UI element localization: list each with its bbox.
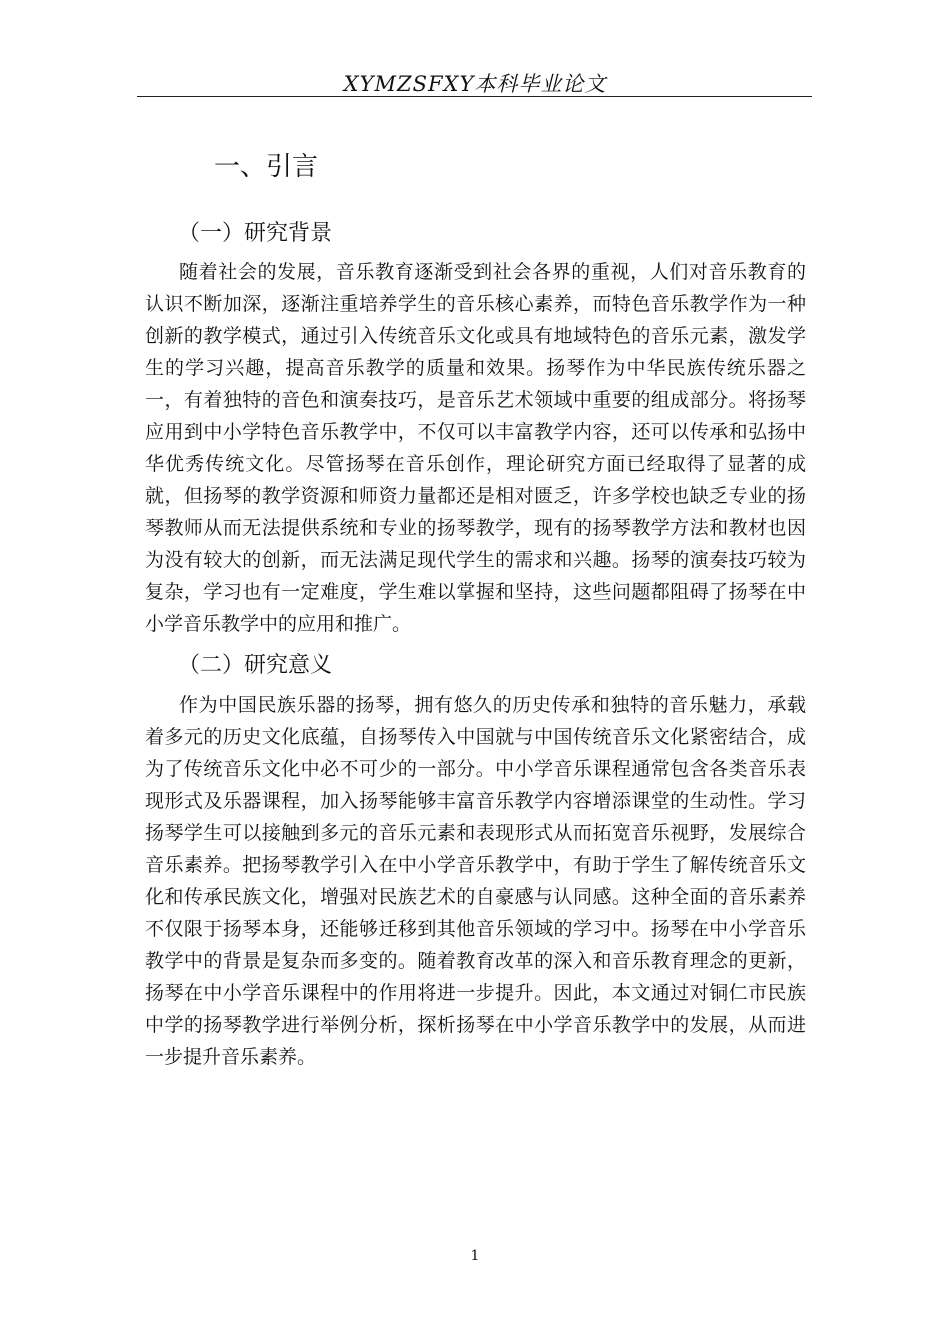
text-line: 着多元的历史文化底蕴，自扬琴传入中国就与中国传统音乐文化紧密结合，成 <box>145 726 806 748</box>
text-line: 生的学习兴趣，提高音乐教学的质量和效果。扬琴作为中华民族传统乐器之 <box>145 357 806 379</box>
section-heading-background: （一）研究背景 <box>178 221 333 246</box>
text-line: 不仅限于扬琴本身，还能够迁移到其他音乐领域的学习中。扬琴在中小学音乐 <box>145 918 806 940</box>
text-line: 扬琴在中小学音乐课程中的作用将进一步提升。因此，本文通过对铜仁市民族 <box>145 982 806 1004</box>
chapter-heading: 一、引言 <box>214 152 319 182</box>
paragraph-significance <box>145 689 806 1073</box>
text-line: 一，有着独特的音色和演奏技巧，是音乐艺术领域中重要的组成部分。将扬琴 <box>145 389 806 411</box>
text-line: 随着社会的发展，音乐教育逐渐受到社会各界的重视，人们对音乐教育的 <box>179 261 806 283</box>
text-line: 中学的扬琴教学进行举例分析，探析扬琴在中小学音乐教学中的发展，从而进 <box>145 1014 806 1036</box>
text-line: 就，但扬琴的教学资源和师资力量都还是相对匮乏，许多学校也缺乏专业的扬 <box>145 485 806 507</box>
text-line: 扬琴学生可以接触到多元的音乐元素和表现形式从而拓宽音乐视野，发展综合 <box>145 822 806 844</box>
text-line: 小学音乐教学中的应用和推广。 <box>145 613 412 635</box>
text-line: 创新的教学模式，通过引入传统音乐文化或具有地域特色的音乐元素，激发学 <box>145 325 806 347</box>
text-line: 教学中的背景是复杂而多变的。随着教育改革的深入和音乐教育理念的更新， <box>145 950 806 972</box>
text-line: 一步提升音乐素养。 <box>145 1046 317 1068</box>
text-line: 为了传统音乐文化中必不可少的一部分。中小学音乐课程通常包含各类音乐表 <box>145 758 806 780</box>
text-line: 认识不断加深，逐渐注重培养学生的音乐核心素养，而特色音乐教学作为一种 <box>145 293 806 315</box>
text-line: 现形式及乐器课程，加入扬琴能够丰富音乐教学内容增添课堂的生动性。学习 <box>145 790 806 812</box>
running-header: XYMZSFXY本科毕业论文 <box>343 72 607 96</box>
text-line: 化和传承民族文化，增强对民族艺术的自豪感与认同感。这种全面的音乐素养 <box>145 886 806 908</box>
text-line: 华优秀传统文化。尽管扬琴在音乐创作，理论研究方面已经取得了显著的成 <box>145 453 806 475</box>
paragraph-background <box>145 256 806 640</box>
page-number: 1 <box>470 1248 480 1264</box>
text-line: 应用到中小学特色音乐教学中，不仅可以丰富教学内容，还可以传承和弘扬中 <box>145 421 806 443</box>
text-line: 复杂，学习也有一定难度，学生难以掌握和坚持，这些问题都阻碍了扬琴在中 <box>145 581 806 603</box>
header-rule <box>137 96 812 97</box>
section-heading-significance: （二）研究意义 <box>178 653 333 678</box>
text-line: 琴教师从而无法提供系统和专业的扬琴教学，现有的扬琴教学方法和教材也因 <box>145 517 806 539</box>
text-line: 为没有较大的创新，而无法满足现代学生的需求和兴趣。扬琴的演奏技巧较为 <box>145 549 806 571</box>
text-line: 作为中国民族乐器的扬琴，拥有悠久的历史传承和独特的音乐魅力，承载 <box>179 694 806 716</box>
text-line: 音乐素养。把扬琴教学引入在中小学音乐教学中，有助于学生了解传统音乐文 <box>145 854 806 876</box>
